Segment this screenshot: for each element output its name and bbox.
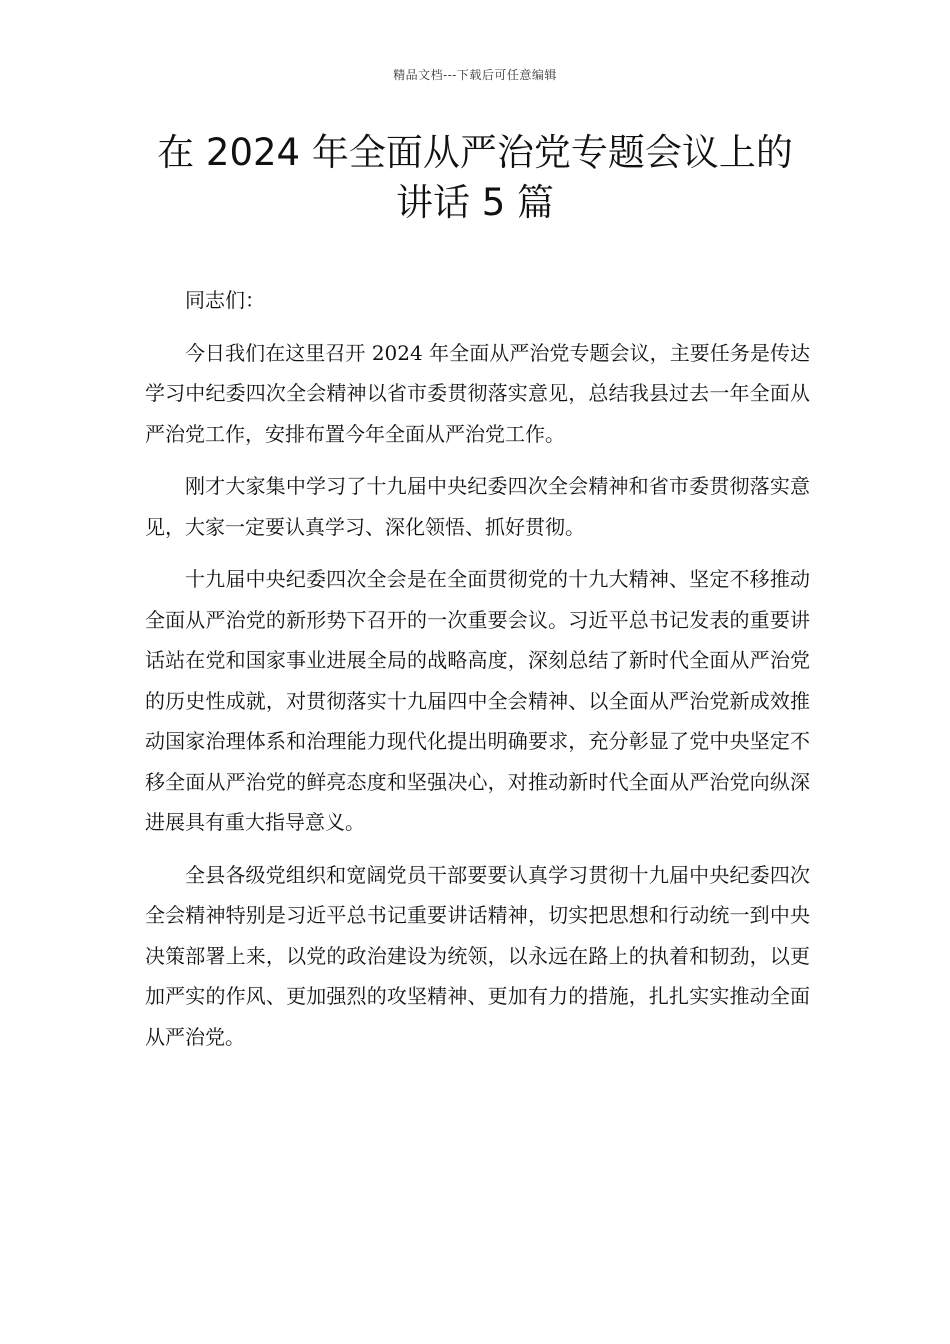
document-body <box>145 280 810 1057</box>
document-title-line-2: 讲话 5 篇 <box>395 181 555 224</box>
paragraph: 全县各级党组织和宽阔党员干部要要认真学习贯彻十九届中央纪委四次全会精神特别是习近平总书记重要讲话精神，切实把思想和行动统一到中央决策部署上来，以党的政治建设为统领，以永远在路上的执着和韧劲，以更加严实的作风、更加强烈的攻坚精神、更加有力的措施，扎扎实实推动全面从严治党。 <box>145 862 810 1049</box>
paragraph: 刚才大家集中学习了十九届中央纪委四次全会精神和省市委贯彻落实意见，大家一定要认真学习、深化领悟、抓好贯彻。 <box>145 474 810 539</box>
document-title <box>100 128 850 228</box>
paragraph: 今日我们在这里召开 2024 年全面从严治党专题会议，主要任务是传达学习中纪委四次全会精神以省市委贯彻落实意见，总结我县过去一年全面从严治党工作，安排布置今年全面从严治党工作。 <box>145 340 810 446</box>
document-title-line-1: 在 2024 年全面从严治党专题会议上的 <box>157 131 793 174</box>
paragraph: 十九届中央纪委四次全会是在全面贯彻党的十九大精神、坚定不移推动全面从严治党的新形势下召开的一次重要会议。习近平总书记发表的重要讲话站在党和国家事业进展全局的战略高度，深刻总结了新时代全面从严治党的历史性成就，对贯彻落实十九届四中全会精神、以全面从严治党新成效推动国家治理体系和治理能力现代化提出明确要求，充分彰显了党中央坚定不移全面从严治党的鲜亮态度和坚强决心，对推动新时代全面从严治党向纵深进展具有重大指导意义。 <box>145 567 810 834</box>
salutation: 同志们： <box>185 288 265 312</box>
page-header: 精品文档---下载后可任意编辑 <box>393 68 557 82</box>
